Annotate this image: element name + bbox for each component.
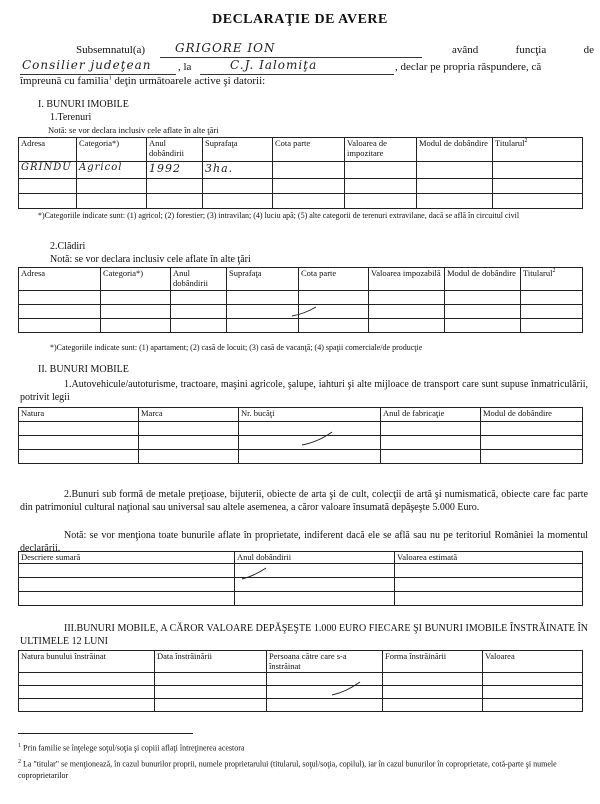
section2-heading: II. BUNURI MOBILE [38, 364, 129, 375]
terenuri-header-row [19, 138, 583, 162]
col-titularul: Titularul$^2$ [521, 268, 583, 291]
col-marca: Marca [139, 408, 239, 422]
metale-header-row [19, 552, 583, 564]
col-nr-bucati: Nr. bucăţi [239, 408, 381, 422]
col-cota: Cota parte [299, 268, 369, 291]
table-row [19, 564, 583, 578]
metale-table [18, 551, 583, 606]
col-data: Data înstrăinării [155, 651, 267, 673]
table-row [19, 578, 583, 592]
dash-mark [330, 680, 364, 698]
metale-note: Notă: se vor menţiona toate bunurile aflate în proprietate, indiferent dacă ele se află sau nu pe teritoriul României la momentul declarării. [20, 530, 588, 554]
cell-valoarea [345, 162, 417, 179]
terenuri-table [18, 137, 583, 209]
col-natura: Natura [19, 408, 139, 422]
cladiri-heading: 2.Clădiri [50, 241, 86, 252]
col-forma: Forma înstrăinării [383, 651, 483, 673]
table-row [19, 699, 583, 712]
section3-heading: III.BUNURI MOBILE, A CĂROR VALOARE DEPĂŞEŞTE 1.000 EURO FIECARE ŞI BUNURI IMOBILE ÎNSTRĂINATE ÎN ULTIMELE 12 LUNI [20, 623, 588, 647]
table-row [19, 673, 583, 686]
intro-line2: împreună cu familia$^1$ deţin următoarele active şi datorii: [20, 75, 266, 87]
declarant-function: Consilier judeţean [22, 58, 152, 72]
col-valoarea: Valoarea [483, 651, 583, 673]
col-valoarea: Valoarea impozabilă [369, 268, 445, 291]
table-row [19, 686, 583, 699]
declarant-institution: C.J. Ialomiţa [230, 58, 318, 72]
cell-cota [273, 162, 345, 179]
dash-mark [290, 305, 320, 319]
document-title: DECLARAŢIE DE AVERE [212, 12, 388, 27]
instrainate-header-row [19, 651, 583, 673]
col-cota: Cota parte [273, 138, 345, 162]
la-label: , la [178, 61, 192, 73]
col-anul: Anul dobândirii [147, 138, 203, 162]
col-titularul: Titularul$^2$ [493, 138, 583, 162]
table-row [19, 450, 583, 464]
subsemnatul-label: Subsemnatul(a) [76, 44, 146, 56]
col-modul: Modul de dobândire [445, 268, 521, 291]
col-persoana: Persoana către care s-a înstrăinat [267, 651, 383, 673]
col-adresa: Adresa [19, 268, 101, 291]
cladiri-footnote: *)Categoriile indicate sunt: (1) apartament; (2) casă de locuit; (3) casă de vacanţă; (4) spaţii comerciale/de producţie [50, 343, 423, 352]
cladiri-note: Notă: se vor declara inclusiv cele aflate în alte ţări [50, 254, 251, 265]
metale-text: 2.Bunuri sub formă de metale preţioase, bijuterii, obiecte de arta şi de cult, colecţii de artă şi numismatică, obiecte care fac parte din patrimoniul cultural naţional sau universal sau altele asemenea, a căror valoare însumată depăşeşte 5.000 Euro. [20, 489, 588, 513]
avand-functia-label: având funcţia de [452, 44, 594, 56]
cell-titular [493, 162, 583, 179]
dash-mark [240, 566, 270, 582]
col-valoare: Valoarea estimată [395, 552, 583, 564]
col-categoria: Categoria*) [77, 138, 147, 162]
col-modul: Modul de dobândire [417, 138, 493, 162]
dash-mark [300, 430, 336, 448]
instrainate-table [18, 650, 583, 712]
col-suprafata: Suprafaţa [203, 138, 273, 162]
terenuri-footnote: *)Categoriile indicate sunt: (1) agricol; (2) forestier; (3) intravilan; (4) luciu apă; (5) alte categorii de terenuri extravilane, dacă se află în circuitul civil [38, 211, 520, 220]
col-natura: Natura bunului înstrăinat [19, 651, 155, 673]
auto-header-row [19, 408, 583, 422]
col-modul: Modul de dobândire [481, 408, 583, 422]
table-row [19, 162, 583, 179]
table-row [19, 194, 583, 209]
section1-heading: I. BUNURI IMOBILE [38, 99, 129, 110]
auto-text: 1.Autovehicule/autoturisme, tractoare, maşini agricole, şalupe, iahturi şi alte mijloace de transport care sunt supuse înmatriculării, potrivit legii [20, 379, 588, 403]
table-row [19, 179, 583, 194]
cladiri-header-row [19, 268, 583, 291]
col-valoarea: Valoarea de impozitare [345, 138, 417, 162]
cell-suprafata: 3ha. [203, 162, 273, 179]
col-anul-fabricatie: Anul de fabricaţie [381, 408, 481, 422]
col-suprafata: Suprafaţa [227, 268, 299, 291]
declarant-name: GRIGORE ION [175, 41, 276, 55]
cladiri-table [18, 267, 583, 333]
col-anul: Anul dobândirii [235, 552, 395, 564]
cell-adresa: GRINDU [19, 162, 77, 179]
declar-text: , declar pe propria răspundere, că [395, 61, 542, 73]
footnote-1: $^1$ Prin familie se înţelege soţul/soţia şi copiii aflaţi întreţinerea acestora [18, 743, 245, 753]
terenuri-note: Notă: se vor declara inclusiv cele aflate în alte ţări [48, 125, 219, 135]
footnote-2: $^2$ La "titular" se menţionează, în cazul bunurilor proprii, numele proprietarului (titularul, soţul/soţia, copilul), iar în cazul bunurilor în coproprietate, cotă-parte şi numele coproprietarilor [18, 759, 557, 780]
cell-anul: 1992 [147, 162, 203, 179]
col-categoria: Categoria*) [101, 268, 171, 291]
col-descriere: Descriere sumară [19, 552, 235, 564]
col-anul: Anul dobândirii [171, 268, 227, 291]
terenuri-heading: 1.Terenuri [50, 112, 92, 123]
table-row [19, 291, 583, 305]
col-adresa: Adresa [19, 138, 77, 162]
footnote-separator [18, 733, 193, 734]
table-row [19, 592, 583, 606]
cell-categoria: Agricol [77, 162, 147, 179]
cell-modul [417, 162, 493, 179]
table-row [19, 319, 583, 333]
